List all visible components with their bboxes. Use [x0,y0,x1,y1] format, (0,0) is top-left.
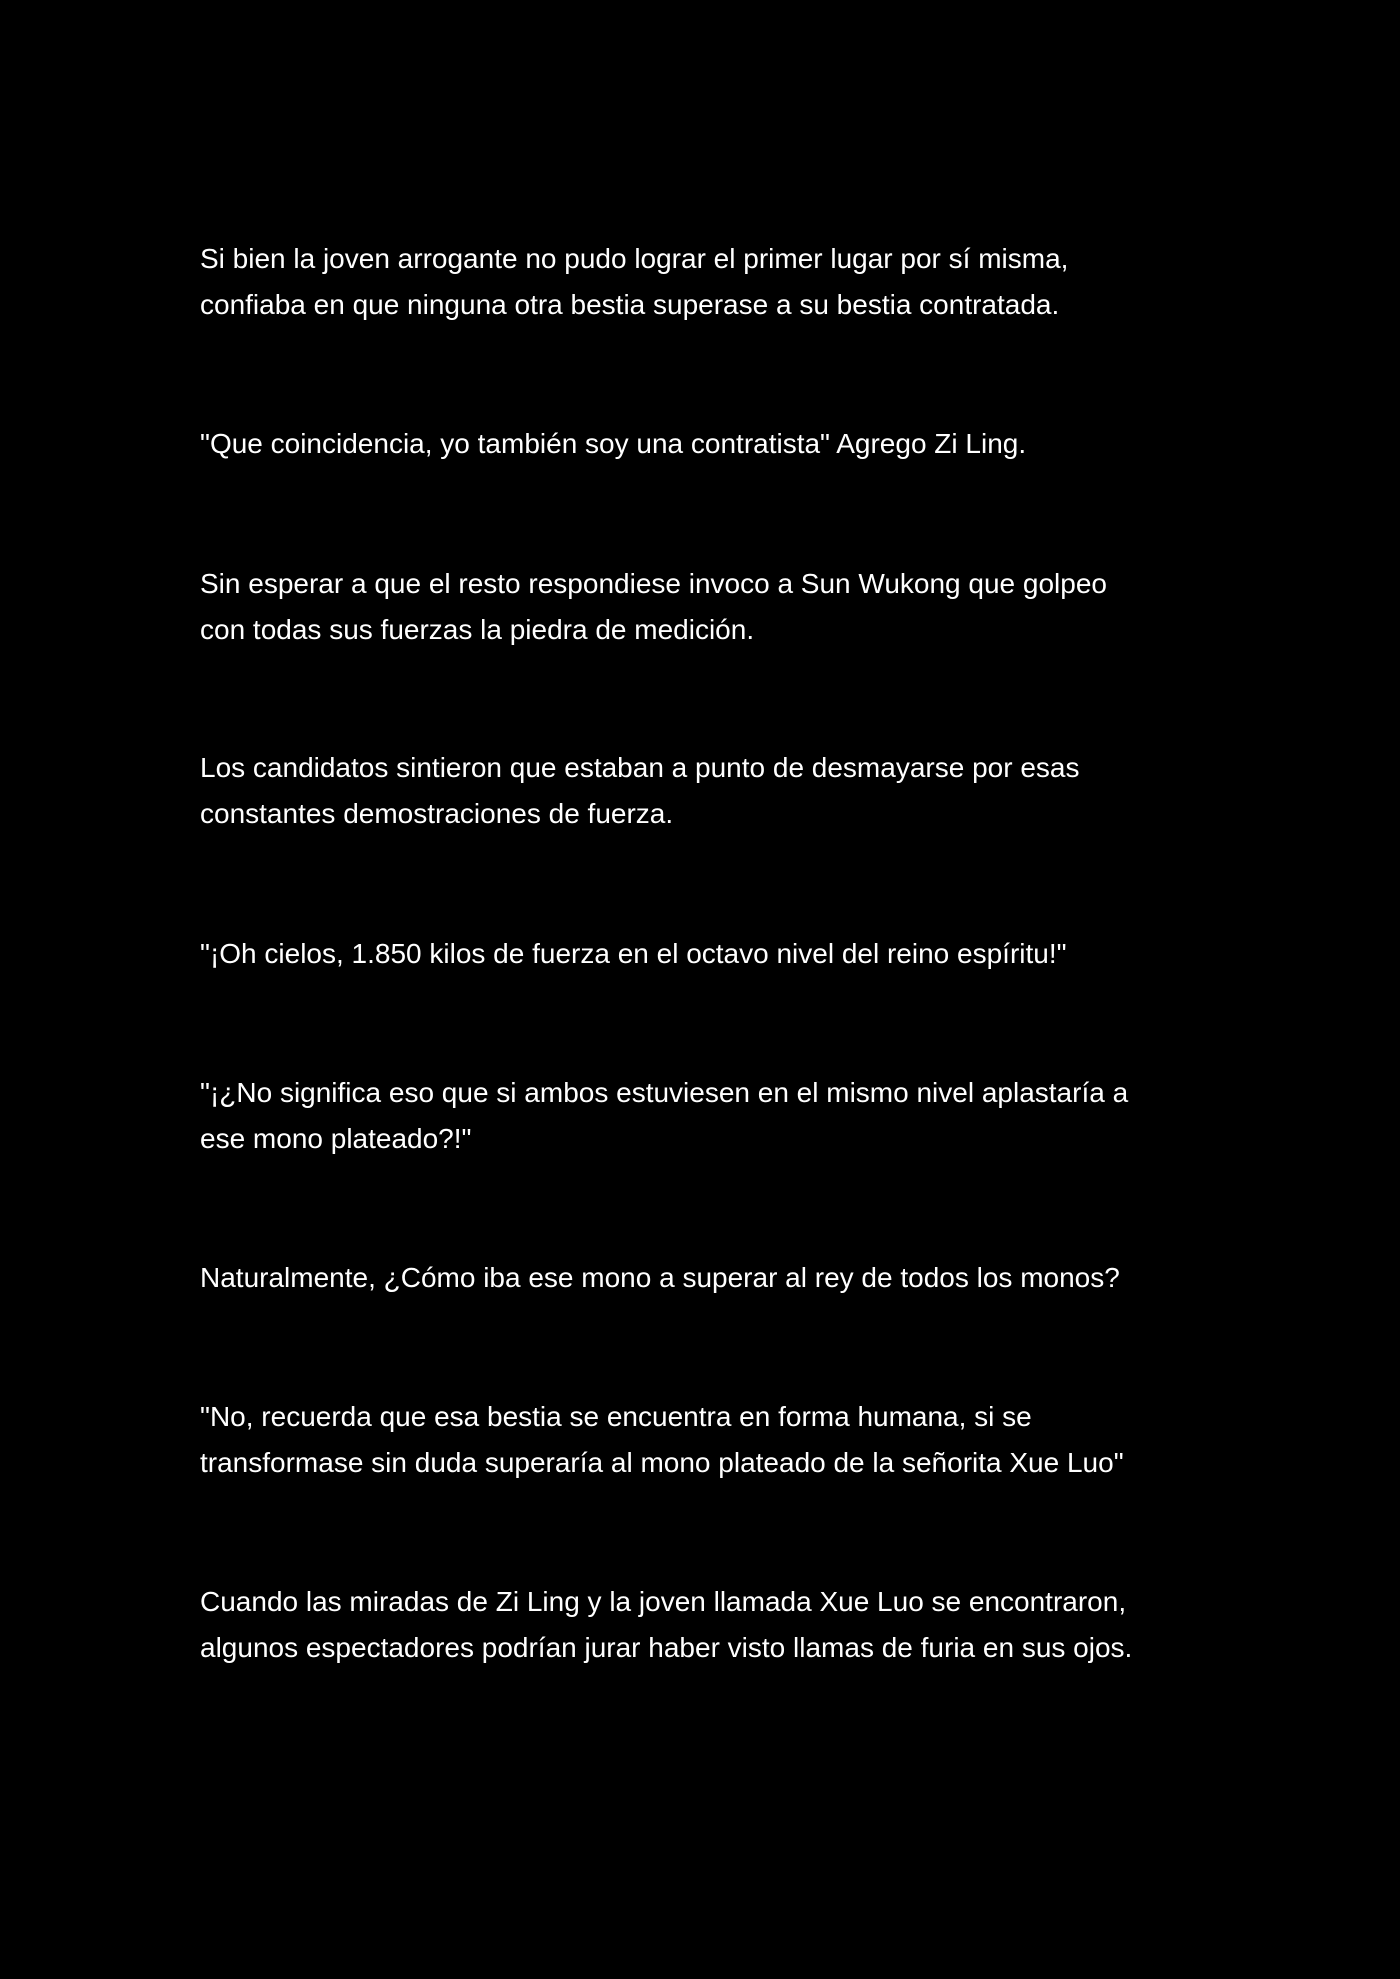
paragraph-line: "Que coincidencia, yo también soy una contratista" Agrego Zi Ling. [200,428,1027,459]
paragraph-line: constantes demostraciones de fuerza. [200,798,674,829]
paragraph-line: "No, recuerda que esa bestia se encuentra en forma humana, si se [200,1401,1032,1432]
paragraph-line: con todas sus fuerzas la piedra de medición. [200,614,755,645]
paragraph-9 [200,1579,1260,1671]
paragraph-5 [200,931,1260,977]
paragraph-line: "¡¿No significa eso que si ambos estuviesen en el mismo nivel aplastaría a [200,1077,1129,1108]
paragraph-line: ese mono plateado?!" [200,1123,472,1154]
paragraph-8 [200,1394,1260,1486]
paragraph-7 [200,1255,1260,1301]
paragraph-line: "¡Oh cielos, 1.850 kilos de fuerza en el octavo nivel del reino espíritu!" [200,938,1067,969]
paragraph-line: Los candidatos sintieron que estaban a punto de desmayarse por esas [200,752,1080,783]
paragraph-line: Naturalmente, ¿Cómo iba ese mono a superar al rey de todos los monos? [200,1262,1120,1293]
paragraph-line: Si bien la joven arrogante no pudo lograr el primer lugar por sí misma, [200,243,1069,274]
paragraph-line: Cuando las miradas de Zi Ling y la joven llamada Xue Luo se encontraron, [200,1586,1127,1617]
paragraph-1 [200,236,1260,328]
paragraph-6 [200,1070,1260,1162]
paragraph-3 [200,561,1260,653]
paragraph-4 [200,745,1260,837]
paragraph-line: transformase sin duda superaría al mono plateado de la señorita Xue Luo" [200,1447,1124,1478]
paragraph-line: algunos espectadores podrían jurar haber visto llamas de furia en sus ojos. [200,1632,1133,1663]
paragraph-line: Sin esperar a que el resto respondiese invoco a Sun Wukong que golpeo [200,568,1107,599]
paragraph-line: confiaba en que ninguna otra bestia superase a su bestia contratada. [200,289,1060,320]
paragraph-2 [200,421,1260,467]
